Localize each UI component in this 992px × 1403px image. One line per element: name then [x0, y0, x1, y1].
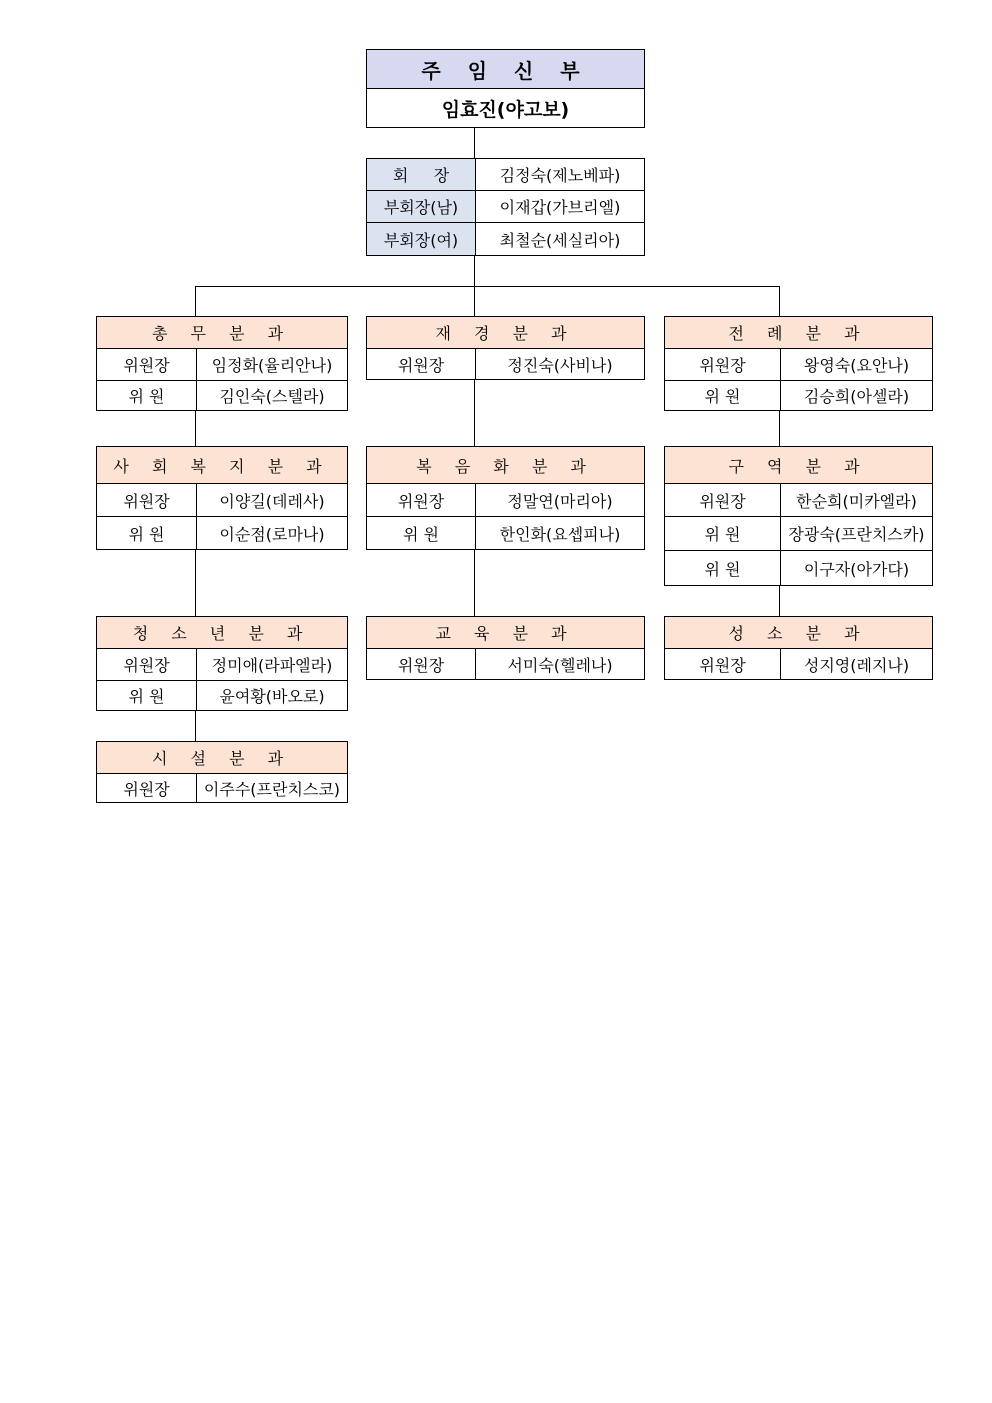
dept-title: 청 소 년 분 과 [97, 617, 347, 648]
vice-president-male-role: 부회장(남) [367, 190, 475, 222]
member-name: 정말연(마리아) [475, 483, 644, 516]
member-name: 이양길(데레사) [196, 483, 347, 516]
president-role: 회 장 [367, 159, 475, 190]
dept-welfare [96, 446, 348, 550]
member-name: 이주수(프란치스코) [196, 773, 347, 802]
dept-title: 재 경 분 과 [367, 317, 644, 348]
pastor-box [366, 49, 645, 128]
member-role: 위 원 [367, 516, 475, 549]
dept-title: 교 육 분 과 [367, 617, 644, 648]
member-name: 정미애(라파엘라) [196, 648, 347, 680]
vice-president-female-name: 최철순(세실리아) [475, 222, 644, 255]
member-role: 위 원 [665, 550, 780, 585]
member-name: 한인화(요셉피나) [475, 516, 644, 549]
dept-title: 전 례 분 과 [665, 317, 932, 348]
dept-liturgy [664, 316, 933, 411]
dept-evangelization [366, 446, 645, 550]
member-role: 위원장 [367, 348, 475, 379]
dept-title: 구 역 분 과 [665, 447, 932, 483]
member-role: 위 원 [665, 380, 780, 410]
member-role: 위원장 [97, 483, 196, 516]
dept-vocation [664, 616, 933, 680]
dept-title: 총 무 분 과 [97, 317, 347, 348]
dept-title: 시 설 분 과 [97, 742, 347, 773]
member-role: 위 원 [665, 516, 780, 550]
member-role: 위 원 [97, 680, 196, 710]
president-name: 김정숙(제노베파) [475, 159, 644, 190]
member-role: 위원장 [665, 648, 780, 679]
member-name: 서미숙(헬레나) [475, 648, 644, 679]
dept-title: 복 음 화 분 과 [367, 447, 644, 483]
vice-president-female-role: 부회장(여) [367, 222, 475, 255]
member-name: 장광숙(프란치스카) [780, 516, 932, 550]
dept-education [366, 616, 645, 680]
vice-president-male-name: 이재갑(가브리엘) [475, 190, 644, 222]
dept-title: 성 소 분 과 [665, 617, 932, 648]
member-name: 왕영숙(요안나) [780, 348, 932, 380]
member-name: 이순점(로마나) [196, 516, 347, 549]
member-role: 위원장 [97, 348, 196, 380]
member-name: 김승희(아셀라) [780, 380, 932, 410]
member-name: 임정화(율리안나) [196, 348, 347, 380]
dept-district [664, 446, 933, 586]
member-role: 위 원 [97, 516, 196, 549]
member-name: 성지영(레지나) [780, 648, 932, 679]
pastor-title: 주 임 신 부 [367, 50, 644, 88]
member-role: 위원장 [665, 348, 780, 380]
member-role: 위원장 [97, 773, 196, 802]
executive-table [366, 158, 645, 256]
member-role: 위원장 [367, 648, 475, 679]
dept-finance [366, 316, 645, 380]
dept-general [96, 316, 348, 411]
member-name: 윤여황(바오로) [196, 680, 347, 710]
member-name: 김인숙(스텔라) [196, 380, 347, 410]
member-name: 정진숙(사비나) [475, 348, 644, 379]
dept-facility [96, 741, 348, 803]
member-role: 위원장 [665, 483, 780, 516]
member-role: 위 원 [97, 380, 196, 410]
dept-youth [96, 616, 348, 711]
dept-title: 사 회 복 지 분 과 [97, 447, 347, 483]
pastor-name: 임효진(야고보) [367, 88, 644, 127]
member-role: 위원장 [97, 648, 196, 680]
member-name: 한순희(미카엘라) [780, 483, 932, 516]
member-role: 위원장 [367, 483, 475, 516]
member-name: 이구자(아가다) [780, 550, 932, 585]
